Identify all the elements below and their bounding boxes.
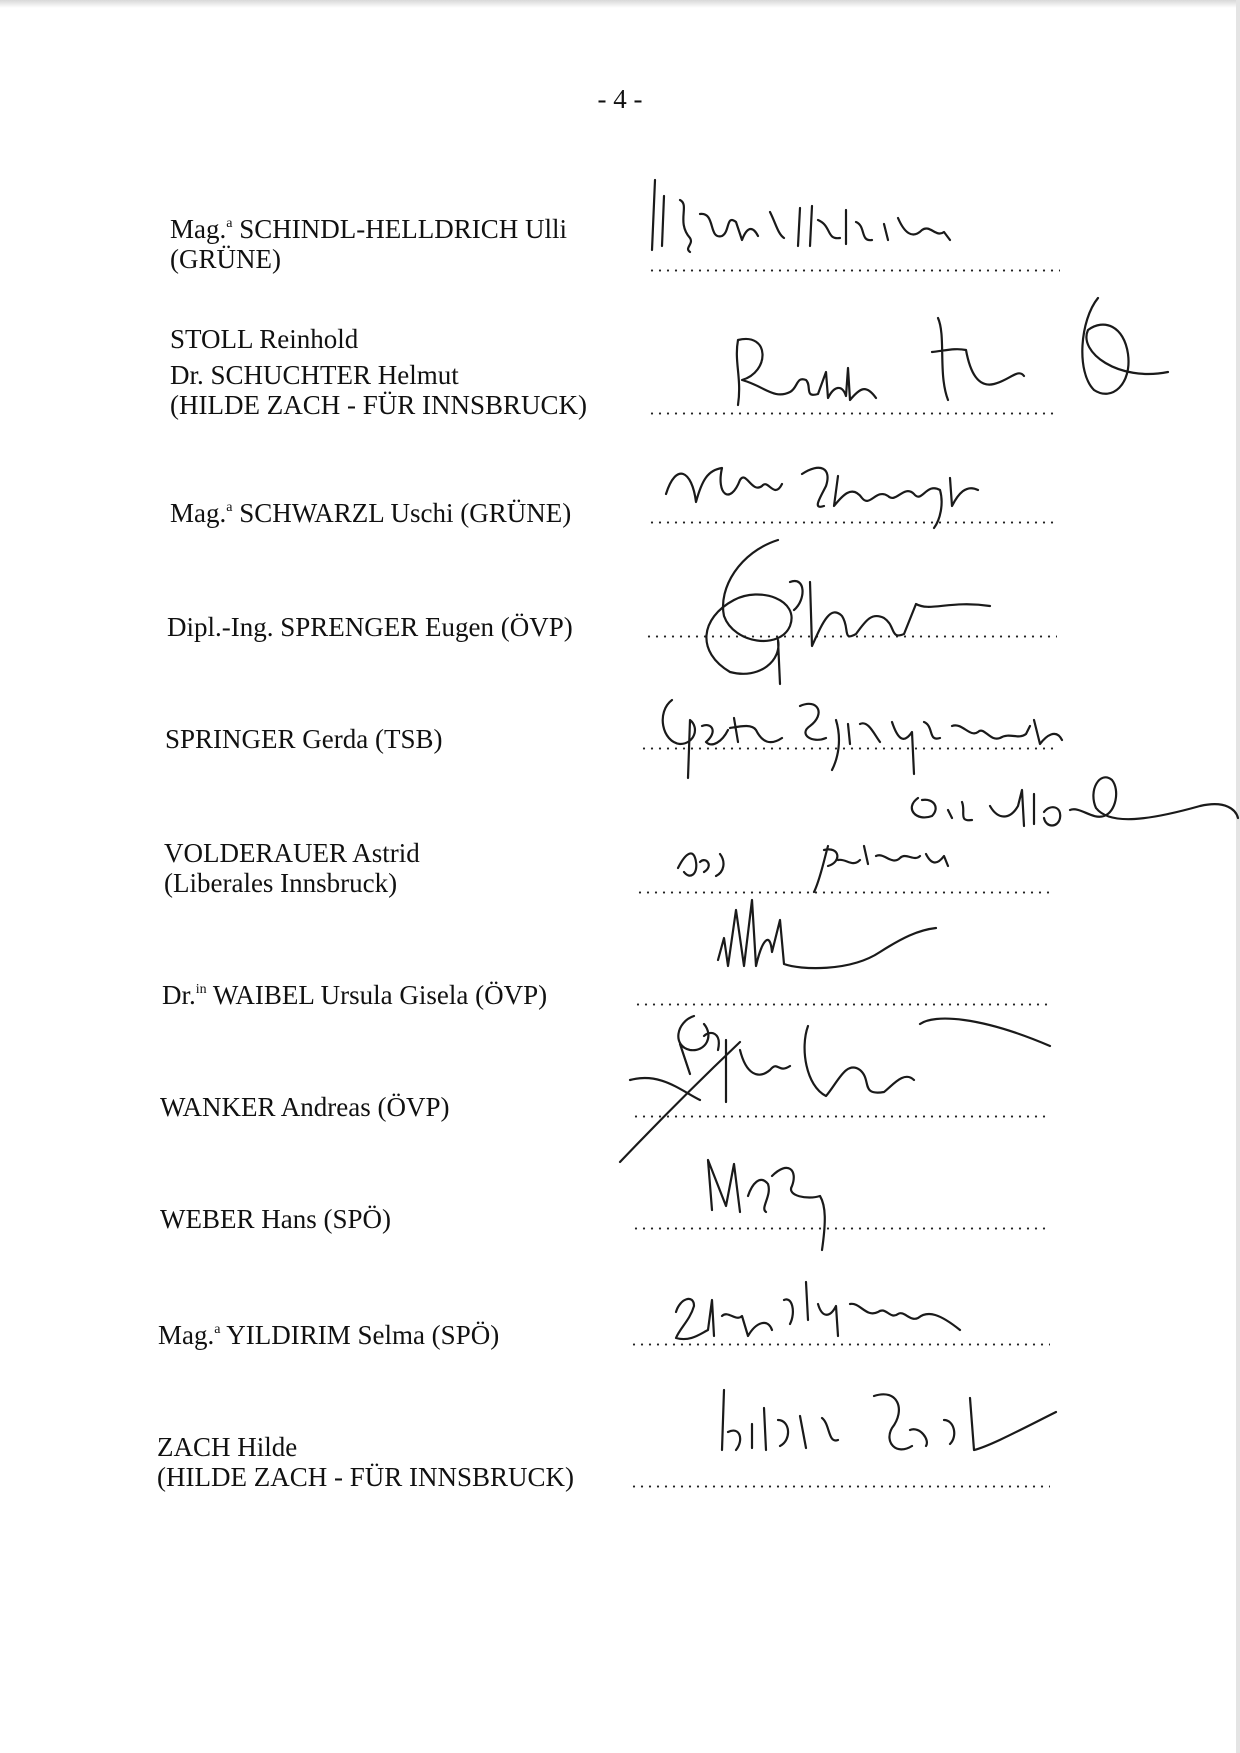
signature-line xyxy=(636,891,1054,894)
signature-line xyxy=(648,269,1060,272)
signatory-line: (HILDE ZACH - FÜR INNSBRUCK) xyxy=(170,390,587,420)
signatory-entry xyxy=(0,1318,1240,1350)
signature-line xyxy=(645,635,1057,638)
signature-waibel xyxy=(718,900,936,968)
signatory-label xyxy=(170,214,567,274)
signatory-line: Mag.$^a$ SCHWARZL Uschi (GRÜNE) xyxy=(170,498,572,528)
signatory-line: Dr. SCHUCHTER Helmut xyxy=(170,360,459,390)
signatory-entry xyxy=(0,210,1240,274)
signatory-line: Dr.$^{in}$ WAIBEL Ursula Gisela (ÖVP) xyxy=(162,980,548,1010)
signatory-label xyxy=(162,980,547,1010)
signatory-entry xyxy=(0,318,1240,420)
signatory-entry xyxy=(0,722,1240,754)
signatory-line: STOLL Reinhold xyxy=(170,324,359,354)
signatory-line: (Liberales Innsbruck) xyxy=(164,868,398,898)
signatory-label xyxy=(170,498,571,528)
signatory-entry xyxy=(0,1202,1240,1234)
signatory-line: (HILDE ZACH - FÜR INNSBRUCK) xyxy=(157,1462,574,1492)
scan-edge-top xyxy=(0,0,1240,8)
signature-line xyxy=(648,521,1058,524)
signatory-entry xyxy=(0,610,1240,642)
signatory-line: (GRÜNE) xyxy=(170,244,281,274)
signature-line xyxy=(634,1003,1052,1006)
page-number: - 4 - xyxy=(597,84,643,114)
signatory-line: Dipl.-Ing. SPRENGER Eugen (ÖVP) xyxy=(167,612,573,642)
signatory-entry xyxy=(0,834,1240,898)
signatory-entry xyxy=(0,978,1240,1010)
signatory-line: SPRINGER Gerda (TSB) xyxy=(165,724,443,754)
signatory-label xyxy=(157,1432,574,1492)
signatory-label xyxy=(160,1092,449,1122)
signatory-label xyxy=(160,1204,391,1234)
signatory-line: Mag.$^a$ YILDIRIM Selma (SPÖ) xyxy=(158,1320,500,1350)
signature-volderauer-second xyxy=(912,777,1238,826)
signatory-line: VOLDERAUER Astrid xyxy=(164,838,420,868)
signatory-label xyxy=(164,838,420,898)
signature-line xyxy=(632,1115,1050,1118)
signatory-label xyxy=(167,612,573,642)
signatory-label xyxy=(158,1320,499,1350)
signatory-label xyxy=(165,724,443,754)
signatory-entry xyxy=(0,1428,1240,1492)
signatory-entry xyxy=(0,496,1240,528)
signature-wanker xyxy=(620,1016,1050,1162)
signature-line xyxy=(630,1343,1050,1346)
signatory-line: ZACH Hilde xyxy=(157,1432,298,1462)
signatory-line: WANKER Andreas (ÖVP) xyxy=(160,1092,450,1122)
signature-line xyxy=(648,412,1058,415)
signatory-line: WEBER Hans (SPÖ) xyxy=(160,1204,391,1234)
signatory-label xyxy=(170,324,587,420)
signature-line xyxy=(630,1485,1050,1488)
signature-line xyxy=(632,1227,1050,1230)
signatory-line: Mag.$^a$ SCHINDL-HELLDRICH Ulli xyxy=(170,214,567,244)
signatory-entry xyxy=(0,1090,1240,1122)
signature-line xyxy=(640,747,1054,750)
